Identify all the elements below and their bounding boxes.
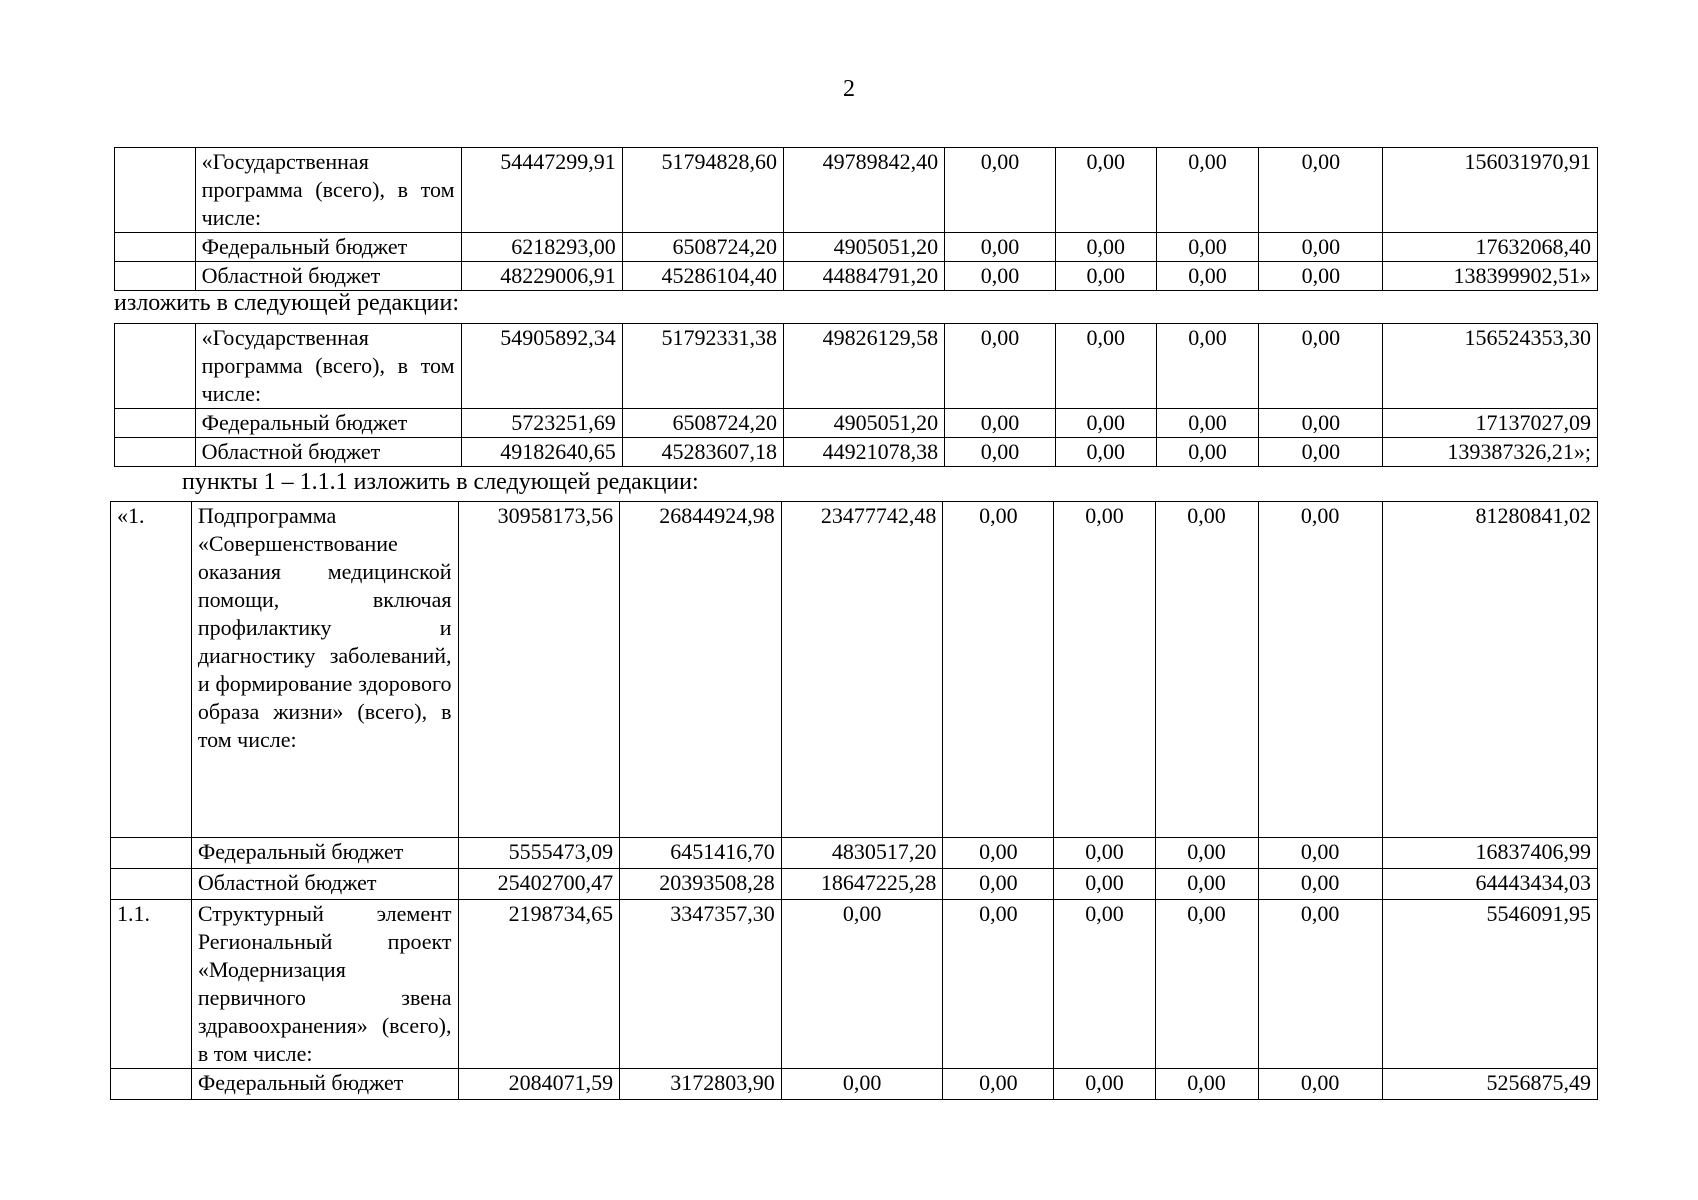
- value-cell: 6508724,20: [622, 409, 783, 438]
- value-cell: 0,00: [1156, 438, 1259, 467]
- value-cell: 51792331,38: [622, 324, 783, 409]
- value-cell: 2084071,59: [458, 1069, 620, 1100]
- row-index: [115, 409, 196, 438]
- value-cell: 5546091,95: [1382, 900, 1597, 1069]
- row-label: Структурный элемент Региональный проект «Модернизация первичного звена здравоохранения» (всего), в том числе:: [191, 900, 458, 1069]
- value-cell: 0,00: [1156, 409, 1259, 438]
- value-cell: 45283607,18: [622, 438, 783, 467]
- value-cell: 139387326,21»;: [1383, 438, 1598, 467]
- value-cell: 48229006,91: [461, 262, 622, 291]
- value-cell: 0,00: [1055, 438, 1156, 467]
- value-cell: 0,00: [1258, 900, 1382, 1069]
- row-index: [115, 262, 196, 291]
- row-label: Федеральный бюджет: [195, 233, 461, 262]
- value-cell: 0,00: [945, 409, 1056, 438]
- value-cell: 0,00: [1155, 900, 1258, 1069]
- value-cell: 4830517,20: [781, 838, 943, 869]
- row-index: [115, 148, 196, 233]
- row-label: «Государственная программа (всего), в том числе:: [195, 324, 461, 409]
- row-index: «1.: [111, 502, 192, 838]
- value-cell: 18647225,28: [781, 869, 943, 900]
- row-index: [111, 838, 192, 869]
- value-cell: 0,00: [943, 1069, 1054, 1100]
- table-row: [111, 502, 1598, 838]
- row-index: [111, 1069, 192, 1100]
- table-points-wording: [110, 501, 1598, 1100]
- row-index: [115, 438, 196, 467]
- value-cell: 0,00: [1258, 1069, 1382, 1100]
- value-cell: 0,00: [945, 233, 1056, 262]
- value-cell: 0,00: [1055, 262, 1156, 291]
- row-index: [115, 233, 196, 262]
- value-cell: 25402700,47: [458, 869, 620, 900]
- value-cell: 0,00: [1155, 869, 1258, 900]
- table-row: [115, 409, 1598, 438]
- table-new-wording: [114, 323, 1598, 467]
- value-cell: 23477742,48: [781, 502, 943, 838]
- row-label: Федеральный бюджет: [191, 1069, 458, 1100]
- value-cell: 3347357,30: [620, 900, 782, 1069]
- value-cell: 0,00: [943, 900, 1054, 1069]
- value-cell: 6451416,70: [620, 838, 782, 869]
- value-cell: 0,00: [1259, 438, 1383, 467]
- value-cell: 0,00: [1156, 324, 1259, 409]
- value-cell: 0,00: [1155, 838, 1258, 869]
- value-cell: 49789842,40: [783, 148, 944, 233]
- value-cell: 20393508,28: [620, 869, 782, 900]
- value-cell: 0,00: [1259, 233, 1383, 262]
- value-cell: 44884791,20: [783, 262, 944, 291]
- value-cell: 81280841,02: [1382, 502, 1597, 838]
- caption-points-wording: пункты 1 – 1.1.1 изложить в следующей редакции:: [182, 469, 699, 495]
- value-cell: 138399902,51»: [1383, 262, 1598, 291]
- value-cell: 0,00: [1055, 409, 1156, 438]
- table-row: [115, 233, 1598, 262]
- row-label: Областной бюджет: [191, 869, 458, 900]
- value-cell: 0,00: [1156, 148, 1259, 233]
- value-cell: 0,00: [1156, 262, 1259, 291]
- value-cell: 0,00: [1259, 262, 1383, 291]
- table-row: [115, 262, 1598, 291]
- row-label: Федеральный бюджет: [191, 838, 458, 869]
- row-label: Подпрограмма «Совершенствование оказания медицинской помощи, включая профилактику и диагностику заболеваний, и формирование здорового образа жизни» (всего), в том числе:: [191, 502, 458, 838]
- table-row: [115, 438, 1598, 467]
- value-cell: 0,00: [943, 869, 1054, 900]
- value-cell: 17137027,09: [1383, 409, 1598, 438]
- row-index: 1.1.: [111, 900, 192, 1069]
- value-cell: 0,00: [1259, 148, 1383, 233]
- value-cell: 0,00: [943, 502, 1054, 838]
- value-cell: 0,00: [1054, 1069, 1155, 1100]
- value-cell: 54447299,91: [461, 148, 622, 233]
- value-cell: 0,00: [1155, 502, 1258, 838]
- value-cell: 0,00: [1054, 838, 1155, 869]
- value-cell: 0,00: [1259, 409, 1383, 438]
- value-cell: 0,00: [945, 148, 1056, 233]
- table-row: [111, 1069, 1598, 1100]
- value-cell: 54905892,34: [461, 324, 622, 409]
- value-cell: 3172803,90: [620, 1069, 782, 1100]
- value-cell: 0,00: [781, 900, 943, 1069]
- value-cell: 6218293,00: [461, 233, 622, 262]
- value-cell: 4905051,20: [783, 233, 944, 262]
- value-cell: 156031970,91: [1383, 148, 1598, 233]
- value-cell: 0,00: [1054, 869, 1155, 900]
- value-cell: 51794828,60: [622, 148, 783, 233]
- value-cell: 0,00: [1055, 148, 1156, 233]
- page-number: 2: [843, 76, 855, 102]
- table-row: [111, 838, 1598, 869]
- value-cell: 49182640,65: [461, 438, 622, 467]
- value-cell: 0,00: [781, 1069, 943, 1100]
- value-cell: 0,00: [1055, 233, 1156, 262]
- value-cell: 0,00: [945, 262, 1056, 291]
- value-cell: 5256875,49: [1382, 1069, 1597, 1100]
- value-cell: 0,00: [945, 324, 1056, 409]
- value-cell: 2198734,65: [458, 900, 620, 1069]
- row-label: Областной бюджет: [195, 262, 461, 291]
- value-cell: 0,00: [945, 438, 1056, 467]
- row-label: «Государственная программа (всего), в том числе:: [195, 148, 461, 233]
- value-cell: 0,00: [943, 838, 1054, 869]
- value-cell: 44921078,38: [783, 438, 944, 467]
- value-cell: 4905051,20: [783, 409, 944, 438]
- row-label: Федеральный бюджет: [195, 409, 461, 438]
- value-cell: 0,00: [1258, 869, 1382, 900]
- table-row: [115, 324, 1598, 409]
- table-row: [115, 148, 1598, 233]
- value-cell: 0,00: [1054, 900, 1155, 1069]
- value-cell: 0,00: [1156, 233, 1259, 262]
- row-label: Областной бюджет: [195, 438, 461, 467]
- value-cell: 6508724,20: [622, 233, 783, 262]
- value-cell: 0,00: [1055, 324, 1156, 409]
- value-cell: 5723251,69: [461, 409, 622, 438]
- value-cell: 0,00: [1155, 1069, 1258, 1100]
- caption-new-wording: изложить в следующей редакции:: [114, 290, 460, 316]
- value-cell: 17632068,40: [1383, 233, 1598, 262]
- table-row: [111, 869, 1598, 900]
- value-cell: 0,00: [1258, 838, 1382, 869]
- table-current-wording: [114, 147, 1598, 291]
- value-cell: 5555473,09: [458, 838, 620, 869]
- value-cell: 16837406,99: [1382, 838, 1597, 869]
- value-cell: 156524353,30: [1383, 324, 1598, 409]
- value-cell: 26844924,98: [620, 502, 782, 838]
- row-index: [111, 869, 192, 900]
- value-cell: 45286104,40: [622, 262, 783, 291]
- value-cell: 0,00: [1258, 502, 1382, 838]
- value-cell: 64443434,03: [1382, 869, 1597, 900]
- value-cell: 49826129,58: [783, 324, 944, 409]
- value-cell: 0,00: [1054, 502, 1155, 838]
- row-index: [115, 324, 196, 409]
- table-row: [111, 900, 1598, 1069]
- value-cell: 30958173,56: [458, 502, 620, 838]
- value-cell: 0,00: [1259, 324, 1383, 409]
